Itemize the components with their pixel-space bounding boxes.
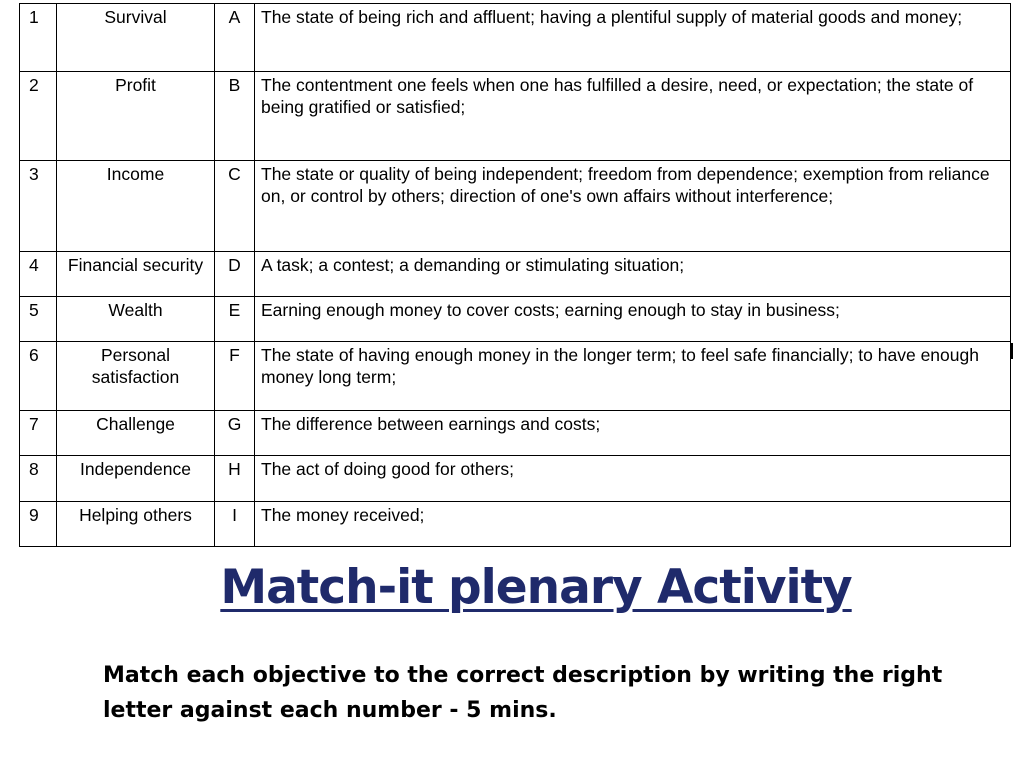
description-cell: The act of doing good for others; <box>255 456 1011 502</box>
objective-cell: Helping others <box>57 502 215 547</box>
table-row <box>20 161 1011 252</box>
letter-cell: A <box>215 4 255 72</box>
table-row <box>20 342 1011 411</box>
description-cell: Earning enough money to cover costs; earning enough to stay in business; <box>255 297 1011 342</box>
table-row <box>20 72 1011 161</box>
letter-cell: D <box>215 252 255 297</box>
table-row <box>20 411 1011 456</box>
row-number: 8 <box>20 456 57 502</box>
objective-cell: Wealth <box>57 297 215 342</box>
matching-table-body <box>20 4 1011 547</box>
stray-tick-mark <box>1011 343 1013 359</box>
row-number: 2 <box>20 72 57 161</box>
page-title: Match-it plenary Activity <box>220 560 852 615</box>
table-row <box>20 456 1011 502</box>
description-cell: A task; a contest; a demanding or stimulating situation; <box>255 252 1011 297</box>
objective-cell: Profit <box>57 72 215 161</box>
letter-cell: E <box>215 297 255 342</box>
row-number: 4 <box>20 252 57 297</box>
objective-cell: Personal satisfaction <box>57 342 215 411</box>
table-row <box>20 252 1011 297</box>
description-cell: The difference between earnings and costs; <box>255 411 1011 456</box>
matching-table <box>19 3 1011 547</box>
row-number: 7 <box>20 411 57 456</box>
letter-cell: H <box>215 456 255 502</box>
objective-cell: Challenge <box>57 411 215 456</box>
letter-cell: G <box>215 411 255 456</box>
row-number: 1 <box>20 4 57 72</box>
activity-instructions: Match each objective to the correct description by writing the right letter against each number - 5 mins. <box>103 663 943 723</box>
objective-cell: Survival <box>57 4 215 72</box>
description-cell: The state of having enough money in the longer term; to feel safe financially; to have enough money long term; <box>255 342 1011 411</box>
description-cell: The money received; <box>255 502 1011 547</box>
description-cell: The state of being rich and affluent; having a plentiful supply of material goods and money; <box>255 4 1011 72</box>
objective-cell: Independence <box>57 456 215 502</box>
table-row <box>20 4 1011 72</box>
letter-cell: B <box>215 72 255 161</box>
description-cell: The state or quality of being independent; freedom from dependence; exemption from reliance on, or control by others; direction of one's own affairs without interference; <box>255 161 1011 252</box>
row-number: 6 <box>20 342 57 411</box>
objective-cell: Financial security <box>57 252 215 297</box>
row-number: 5 <box>20 297 57 342</box>
letter-cell: C <box>215 161 255 252</box>
row-number: 3 <box>20 161 57 252</box>
row-number: 9 <box>20 502 57 547</box>
letter-cell: F <box>215 342 255 411</box>
table-row <box>20 297 1011 342</box>
table-row <box>20 502 1011 547</box>
description-cell: The contentment one feels when one has fulfilled a desire, need, or expectation; the state of being gratified or satisfied; <box>255 72 1011 161</box>
objective-cell: Income <box>57 161 215 252</box>
letter-cell: I <box>215 502 255 547</box>
